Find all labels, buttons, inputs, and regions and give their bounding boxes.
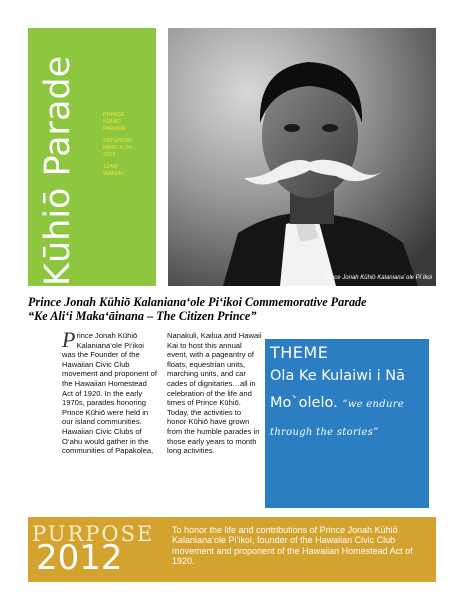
article-subheading: “Ke Aliʻi Makaʻāinana – The Citizen Prince”: [28, 309, 257, 323]
article-body-text: rince Jonah Kūhiō Kalaniana‘ole Pi‘ikoi was the Founder of the Hawaiian Civic Club movement and proponent of the Hawaiian Homestead Act of 1920. In the early 1970s, parades honoring Prince Kūhiō were held in our island communities. Hawaiian Civic Clubs of O‘ahu would gather in the communities of Papakolea, Nanakuli, Kailua and Hawaii Kai to host this annual event, with a pageantry of floats, equestrian units, marching units, and car cades of dignitaries…all in celebration of the life and times of Prince Kūhiō. Today, the activities to honor Kūhiō have grown from the humble parades in those early years to month long activities.: [62, 331, 262, 456]
page-title: Kūhiō Parade: [38, 55, 78, 286]
drop-cap: P: [62, 327, 76, 352]
event-info-line: PARADE: [103, 126, 126, 132]
event-info-line: 10AM: [103, 164, 118, 170]
purpose-year: 2012: [36, 538, 123, 578]
event-info-line: SATURDAY: [103, 138, 133, 144]
photo-caption: Prince Jonah Kūhiō Kalaniana`ole Pi`ikoi: [323, 275, 432, 281]
portrait-image: [168, 28, 436, 286]
article-body: [62, 327, 262, 501]
theme-label: THEME: [270, 343, 329, 362]
theme-text: [270, 363, 428, 446]
event-info-line: PRINCE: [103, 112, 125, 118]
theme-quote: “we endure through the stories”: [270, 399, 404, 438]
event-info-line: KŪHIŌ: [103, 119, 121, 125]
article-heading: Prince Jonah Kūhiō Kalanianaʻole Piʻikoi Commemorative Parade: [28, 295, 367, 309]
purpose-label: PURPOSE: [32, 522, 155, 546]
theme-main-text: Ola Ke Kulaiwi i Nā Mo`olelo.: [270, 368, 406, 411]
event-info: [103, 112, 153, 178]
theme-box: [265, 339, 429, 508]
event-info-line: MARCH 24,: [103, 145, 133, 151]
purpose-text: To honor the life and contributions of Prince Jonah Kūhiō Kalaniana‘ole Pi‘ikoi, founder of the Hawaiian Civic Club movement and proponent of the Hawaiian Homestead Act of 1920.: [172, 525, 413, 566]
event-info-line: 2012: [103, 152, 116, 158]
event-info-line: WAIKIKI: [103, 171, 124, 177]
portrait-photo: [168, 28, 436, 286]
